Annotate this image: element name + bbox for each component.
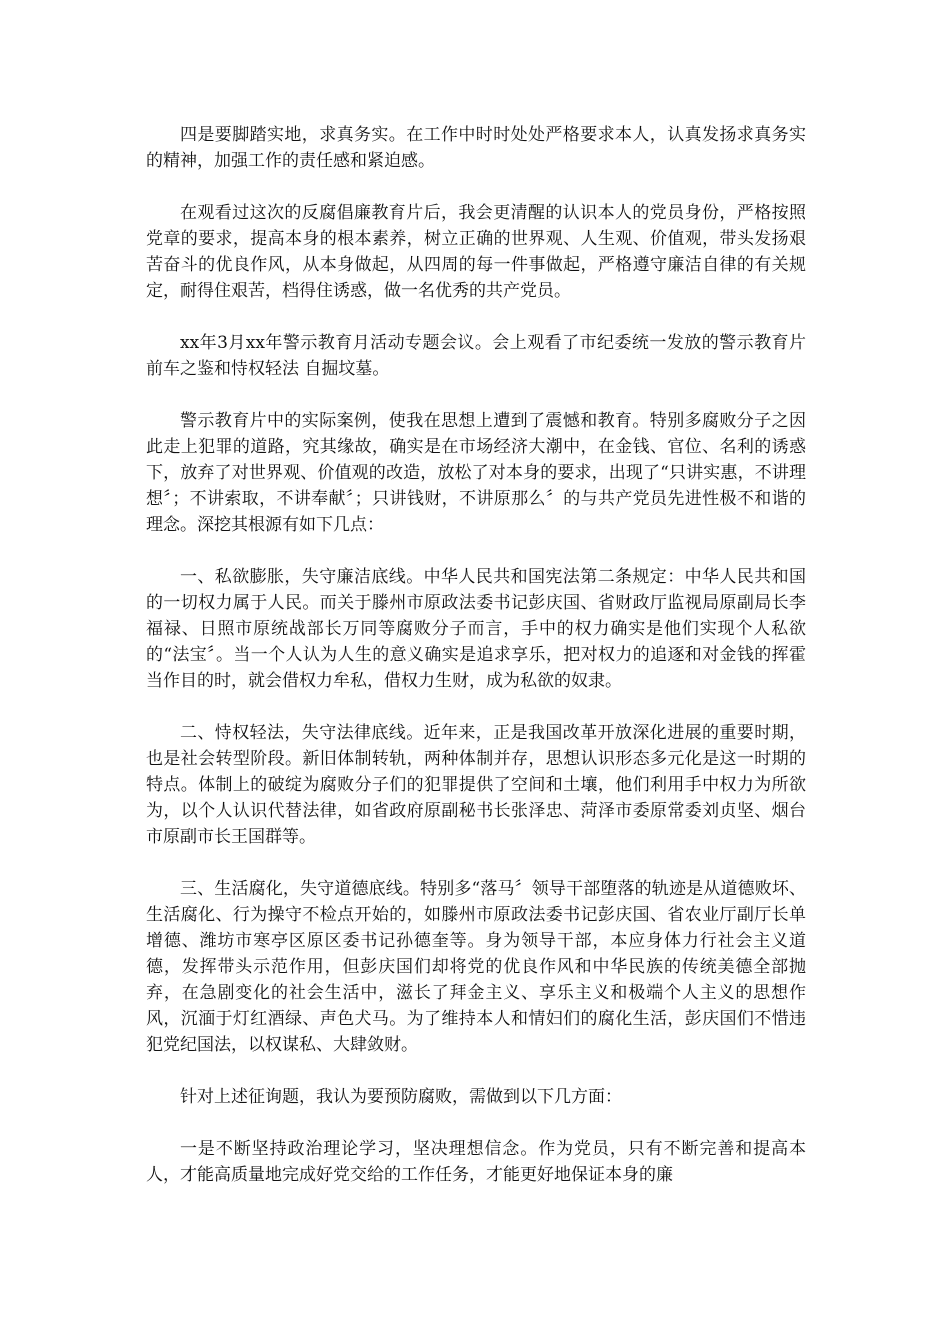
paragraph-5: 一、私欲膨胀，失守廉洁底线。中华人民共和国宪法第二条规定：中华人民共和国的一切权力属于人民。而关于滕州市原政法委书记彭庆国、省财政厅监视局原副局长李福禄、日照市原统战部长万同等腐败分子而言，手中的权力确实是他们实现个人私欲的“法宝〞。当一个人认为人生的意义确实是追求享乐，把对权力的追逐和对金钱的挥霍当作目的时，就会借权力牟私，借权力生财，成为私欲的奴隶。 [146, 567, 806, 691]
document-body [146, 122, 806, 1214]
paragraph-9: 一是不断坚持政治理论学习，坚决理想信念。作为党员，只有不断完善和提高本人，才能高质量地完成好党交给的工作任务，才能更好地保证本身的廉 [146, 1139, 806, 1185]
paragraph-7: 三、生活腐化，失守道德底线。特别多“落马〞领导干部堕落的轨迹是从道德败坏、生活腐化、行为操守不检点开始的，如滕州市原政法委书记彭庆国、省农业厅副厅长单增德、潍坊市寒亭区原区委书记孙德奎等。身为领导干部，本应身体力行社会主义道德，发挥带头示范作用，但彭庆国们却将党的优良作风和中华民族的传统美德全部抛弃，在急剧变化的社会生活中，滋长了拜金主义、享乐主义和极端个人主义的思想作风，沉湎于灯红酒绿、声色犬马。为了维持本人和情妇们的腐化生活，彭庆国们不惜违犯党纪国法，以权谋私、大肆敛财。 [146, 879, 806, 1055]
paragraph-8: 针对上述征询题，我认为要预防腐败，需做到以下几方面： [180, 1087, 622, 1107]
paragraph-6: 二、恃权轻法，失守法律底线。近年来，正是我国改革开放深化进展的重要时期，也是社会转型阶段。新旧体制转轨，两种体制并存，思想认识形态多元化是这一时期的特点。体制上的破绽为腐败分子们的犯罪提供了空间和土壤，他们利用手中权力为所欲为，以个人认识代替法律，如省政府原副秘书长张泽忠、菏泽市委原常委刘贞坚、烟台市原副市长王国群等。 [146, 723, 806, 847]
paragraph-2: 在观看过这次的反腐倡廉教育片后，我会更清醒的认识本人的党员身份，严格按照党章的要求，提高本身的根本素养，树立正确的世界观、人生观、价值观，带头发扬艰苦奋斗的优良作风，从本身做起，从四周的每一件事做起，严格遵守廉洁自律的有关规定，耐得住艰苦，档得住诱惑，做一名优秀的共产党员。 [146, 203, 806, 301]
paragraph-4: 警示教育片中的实际案例，使我在思想上遭到了震憾和教育。特别多腐败分子之因此走上犯罪的道路，究其缘故，确实是在市场经济大潮中，在金钱、官位、名利的诱惑下，放弃了对世界观、价值观的改造，放松了对本身的要求，出现了“只讲实惠，不讲理想〞；不讲索取，不讲奉献〞；只讲钱财，不讲原那么〞的与共产党员先进性极不和谐的理念。深挖其根源有如下几点： [146, 411, 806, 535]
paragraph-3: xx年3月xx年警示教育月活动专题会议。会上观看了市纪委统一发放的警示教育片前车之鉴和恃权轻法 自掘坟墓。 [146, 333, 806, 379]
paragraph-1: 四是要脚踏实地，求真务实。在工作中时时处处严格要求本人，认真发扬求真务实的精神，加强工作的责任感和紧迫感。 [146, 125, 806, 171]
